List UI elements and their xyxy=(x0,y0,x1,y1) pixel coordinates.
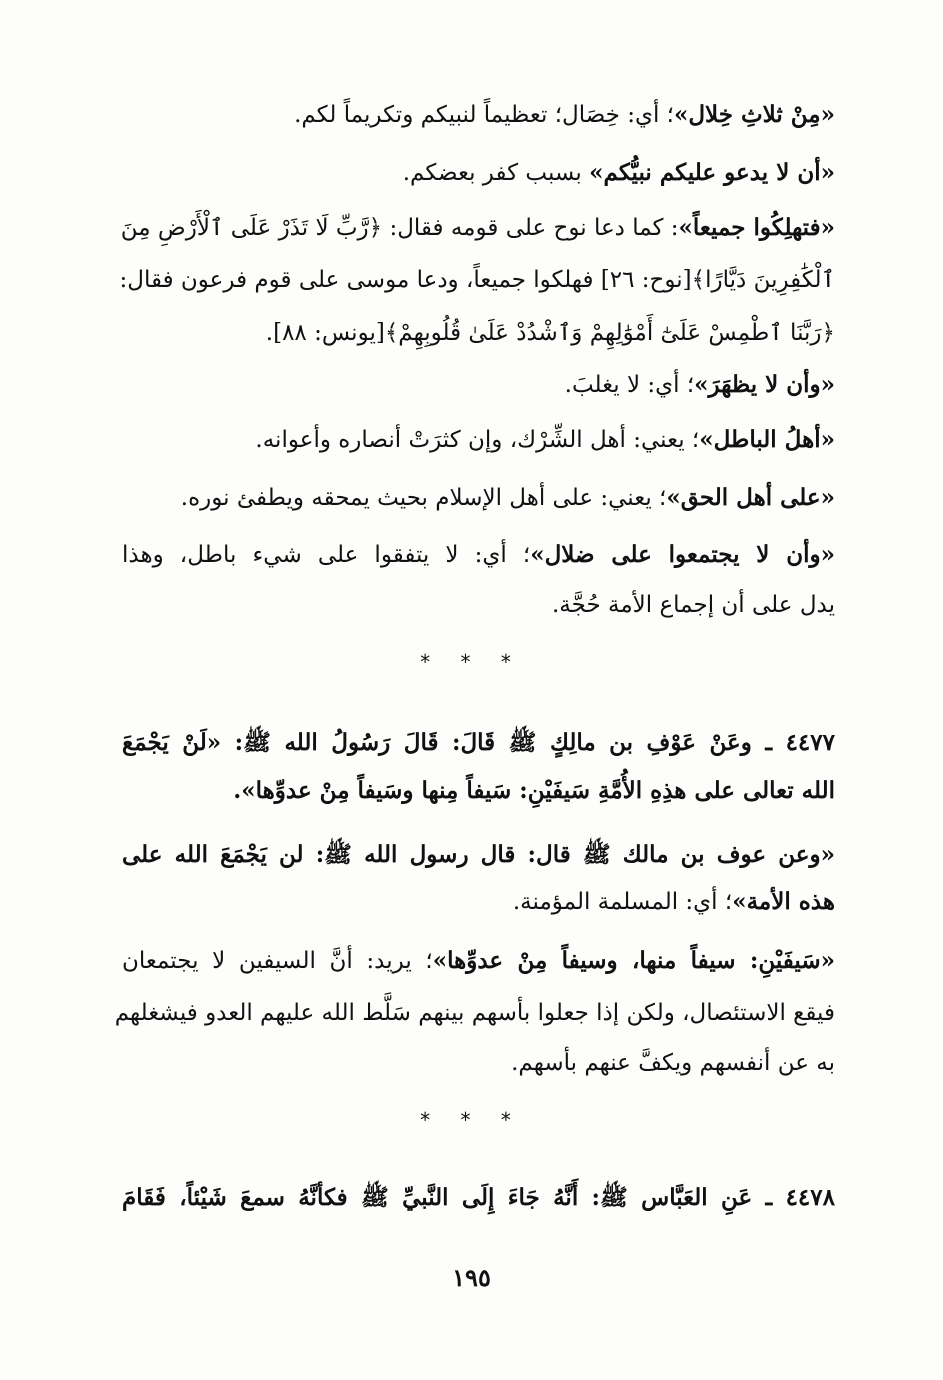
text-line-14 xyxy=(513,887,835,917)
text-line-18 xyxy=(122,1183,835,1213)
text-line-8 xyxy=(181,483,835,513)
text-line-10 xyxy=(552,590,835,620)
text-line-3 xyxy=(122,213,835,243)
page-number: ١٩٥ xyxy=(452,1263,491,1292)
text-line-6 xyxy=(565,370,835,400)
bold-phrase: ٤٤٧٧ ـ وعَنْ عَوْفِ بن مالِكٍ ﷺ قَالَ: قَالَ رَسُولُ الله ﷺ: «لَنْ يَجْمَعَ xyxy=(122,729,835,756)
plain-phrase: فيقع الاستئصال، ولكن إذا جعلوا بأسهم بينهم سَلَّط الله عليهم العدو فيشغلهم xyxy=(114,1000,835,1026)
text-line-11 xyxy=(122,728,835,758)
plain-phrase: ؛ يعني: أهل الشِّرْك، وإن كثرَتْ أنصاره وأعوانه. xyxy=(255,427,700,453)
bold-phrase: «مِنْ ثلاثِ خِلال» xyxy=(673,101,835,128)
text-line-1 xyxy=(294,100,835,130)
text-line-2 xyxy=(403,158,835,188)
plain-phrase: ؛ أي: لا يتفقوا على شيء باطل، وهذا xyxy=(122,542,531,568)
text-line-15 xyxy=(122,946,835,976)
bold-phrase: «وعن عوف بن مالك ﷺ قال: قال رسول الله ﷺ: لن يَجْمَعَ الله على xyxy=(122,841,835,868)
plain-phrase: : كما دعا نوح على قومه فقال: ﴿رَّبِّ لَا تَذَرْ عَلَى ٱلْأَرْضِ مِنَ xyxy=(120,215,679,241)
text-line-17 xyxy=(511,1048,835,1078)
bold-phrase: الله تعالى على هذِهِ الأُمَّةِ سَيفَيْنِ: سَيفاً مِنها وسَيفاً مِنْ عدوِّها». xyxy=(233,777,835,804)
bold-phrase: «فتهلِكُوا جميعاً» xyxy=(678,214,835,241)
plain-phrase: ؛ يريد: أنَّ السيفين لا يجتمعان xyxy=(122,948,433,974)
bold-phrase: «على أهل الحق» xyxy=(666,484,835,511)
bold-phrase: «سَيفَيْنِ: سيفاً منها، وسيفاً مِنْ عدوِّها» xyxy=(432,947,835,974)
text-line-7 xyxy=(255,425,835,455)
plain-phrase: ؛ أي: خِصَال؛ تعظيماً لنبيكم وتكريماً لكم. xyxy=(294,102,674,128)
bold-phrase: «وأن لا يظهَرَ» xyxy=(694,371,835,398)
bold-phrase: هذه الأمة» xyxy=(732,888,835,915)
bold-phrase: «أن لا يدعو عليكم نبيُّكم» xyxy=(589,159,835,186)
bold-phrase: «وأن لا يجتمعوا على ضلال» xyxy=(530,541,835,568)
plain-phrase: ؛ يعني: على أهل الإسلام بحيث يمحقه ويطفئ نوره. xyxy=(180,485,667,511)
text-line-9 xyxy=(122,540,835,570)
plain-phrase: ؛ أي: لا يغلبَ. xyxy=(564,372,695,398)
bold-phrase: «أهلُ الباطل» xyxy=(699,426,835,453)
section-separator: * * * xyxy=(420,1108,523,1132)
plain-phrase: ﴿رَبَّنَا ٱطْمِسْ عَلَىٰٓ أَمْوَٰلِهِمْ وَٱشْدُدْ عَلَىٰ قُلُوبِهِمْ﴾[يونس: ٨٨]. xyxy=(265,320,835,346)
plain-phrase: به عن أنفسهم ويكفَّ عنهم بأسهم. xyxy=(511,1050,835,1076)
plain-phrase: يدل على أن إجماع الأمة حُجَّة. xyxy=(551,592,835,618)
text-line-12 xyxy=(233,776,835,806)
bold-phrase: ٤٤٧٨ ـ عَنِ العَبَّاس ﷺ: أَنَّهُ جَاءَ إِلَى النَّبيِّ ﷺ فكأنَّهُ سمعَ شَيْئاً، فَقَامَ xyxy=(122,1184,835,1211)
text-line-13 xyxy=(122,840,835,870)
text-line-4 xyxy=(119,265,835,295)
section-separator: * * * xyxy=(420,650,523,674)
text-line-16 xyxy=(114,998,835,1028)
text-line-5 xyxy=(266,318,835,348)
plain-phrase: بسبب كفر بعضكم. xyxy=(402,160,590,186)
plain-phrase: ٱلْكَٰفِرِينَ دَيَّارًا﴾[نوح: ٢٦] فهلكوا جميعاً، ودعا موسى على قوم فرعون فقال: xyxy=(119,267,835,293)
plain-phrase: ؛ أي: المسلمة المؤمنة. xyxy=(512,889,733,915)
